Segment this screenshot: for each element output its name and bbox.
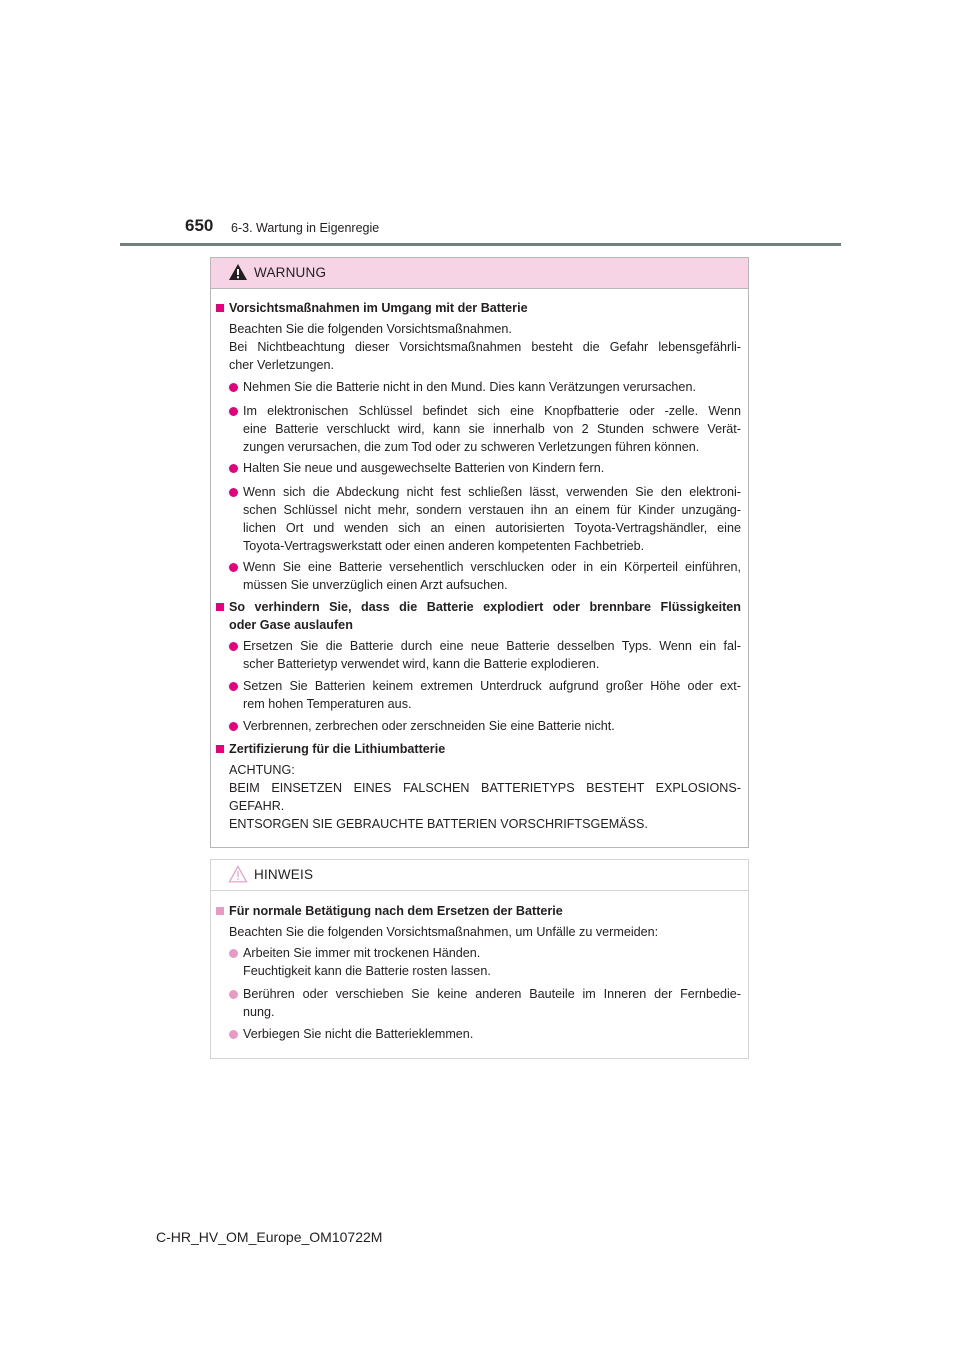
bullet-text: nung. xyxy=(243,1005,275,1019)
note-section-title: Für normale Betätigung nach dem Ersetzen der Batterie xyxy=(229,904,563,918)
section-marker xyxy=(216,603,224,611)
bullet-dot xyxy=(229,407,238,416)
bullet-text: Arbeiten Sie immer mit trockenen Händen. xyxy=(243,946,481,960)
bullet-text: Berühren oder verschieben Sie keine anderen Bauteile im Inneren der Fernbedie- xyxy=(243,987,741,1001)
bullet-text: eine Batterie verschluckt wird, kann sie innerhalb von 2 Stunden schwere Verät- xyxy=(243,422,741,436)
warning-section-title: Vorsichtsmaßnahmen im Umgang mit der Batterie xyxy=(229,301,528,315)
page-number: 650 xyxy=(185,216,214,235)
paragraph-line: BEIM EINSETZEN EINES FALSCHEN BATTERIETYPS BESTEHT EXPLOSIONS- xyxy=(229,781,741,795)
section-marker xyxy=(216,745,224,753)
note-header xyxy=(211,860,748,891)
bullet-text: Feuchtigkeit kann die Batterie rosten lassen. xyxy=(243,964,491,978)
warning-section-title: So verhindern Sie, dass die Batterie explodiert oder brennbare Flüssigkeiten xyxy=(229,600,741,614)
bullet-text: Verbiegen Sie nicht die Batterieklemmen. xyxy=(243,1027,474,1041)
warning-section-title: oder Gase auslaufen xyxy=(229,618,353,632)
document-id: C-HR_HV_OM_Europe_OM10722M xyxy=(156,1229,383,1245)
bullet-dot xyxy=(229,383,238,392)
bullet-text: Verbrennen, zerbrechen oder zerschneiden Sie eine Batterie nicht. xyxy=(243,719,615,733)
bullet-text: lichen Ort und wenden sich an einen autorisierten Toyota-Vertragshändler, eine xyxy=(243,521,741,535)
header-rule xyxy=(120,243,841,246)
bullet-text: schen Schlüssel nicht mehr, sondern verstauen ihn an einem für Kinder unzugäng- xyxy=(243,503,741,517)
paragraph-line: ACHTUNG: xyxy=(229,763,295,777)
warning-box xyxy=(210,257,749,848)
paragraph-line: GEFAHR. xyxy=(229,799,285,813)
warning-section-title: Zertifizierung für die Lithiumbatterie xyxy=(229,742,446,756)
bullet-dot xyxy=(229,1030,238,1039)
bullet-dot xyxy=(229,563,238,572)
paragraph-line: cher Verletzungen. xyxy=(229,358,335,372)
bullet-text: müssen Sie unverzüglich einen Arzt aufsuchen. xyxy=(243,578,508,592)
section-marker xyxy=(216,907,224,915)
section-title: 6-3. Wartung in Eigenregie xyxy=(231,221,380,235)
caution-triangle-outline-icon xyxy=(228,865,248,883)
bullet-text: zungen verursachen, die zum Tod oder zu schweren Verletzungen führen können. xyxy=(243,440,700,454)
bullet-text: Halten Sie neue und ausgewechselte Batterien von Kindern fern. xyxy=(243,461,605,475)
bullet-text: Toyota-Vertragswerkstatt oder einen anderen kompetenten Fachbetrieb. xyxy=(243,539,645,553)
bullet-text: rem hohen Temperaturen aus. xyxy=(243,697,412,711)
bullet-dot xyxy=(229,464,238,473)
section-marker xyxy=(216,304,224,312)
bullet-dot xyxy=(229,682,238,691)
bullet-dot xyxy=(229,949,238,958)
bullet-text: Nehmen Sie die Batterie nicht in den Mund. Dies kann Verätzungen verursachen. xyxy=(243,380,696,394)
paragraph-line: Beachten Sie die folgenden Vorsichtsmaßnahmen. xyxy=(229,322,512,336)
warning-header xyxy=(211,258,748,289)
paragraph-line: Bei Nichtbeachtung dieser Vorsichtsmaßnahmen besteht die Gefahr lebensgefährli- xyxy=(229,340,741,354)
note-title: HINWEIS xyxy=(254,867,314,882)
bullet-text: Im elektronischen Schlüssel befindet sich eine Knopfbatterie oder -zelle. Wenn xyxy=(243,404,741,418)
bullet-text: Wenn Sie eine Batterie versehentlich verschlucken oder in ein Körperteil einführen, xyxy=(243,560,741,574)
bullet-dot xyxy=(229,722,238,731)
bullet-text: Setzen Sie Batterien keinem extremen Unterdruck aufgrund großer Höhe oder ext- xyxy=(243,679,741,693)
warning-title: WARNUNG xyxy=(254,265,327,280)
bullet-text: Ersetzen Sie die Batterie durch eine neue Batterie desselben Typs. Wenn ein fal- xyxy=(243,639,741,653)
warning-triangle-icon xyxy=(228,263,248,281)
bullet-dot xyxy=(229,990,238,999)
bullet-text: scher Batterietyp verwendet wird, kann die Batterie explodieren. xyxy=(243,657,600,671)
bullet-text: Wenn sich die Abdeckung nicht fest schließen lässt, verwenden Sie den elektroni- xyxy=(243,485,741,499)
paragraph-line: Beachten Sie die folgenden Vorsichtsmaßnahmen, um Unfälle zu vermeiden: xyxy=(229,925,659,939)
bullet-dot xyxy=(229,642,238,651)
paragraph-line: ENTSORGEN SIE GEBRAUCHTE BATTERIEN VORSCHRIFTSGEMÄSS. xyxy=(229,817,648,831)
note-box xyxy=(210,859,749,1059)
bullet-dot xyxy=(229,488,238,497)
